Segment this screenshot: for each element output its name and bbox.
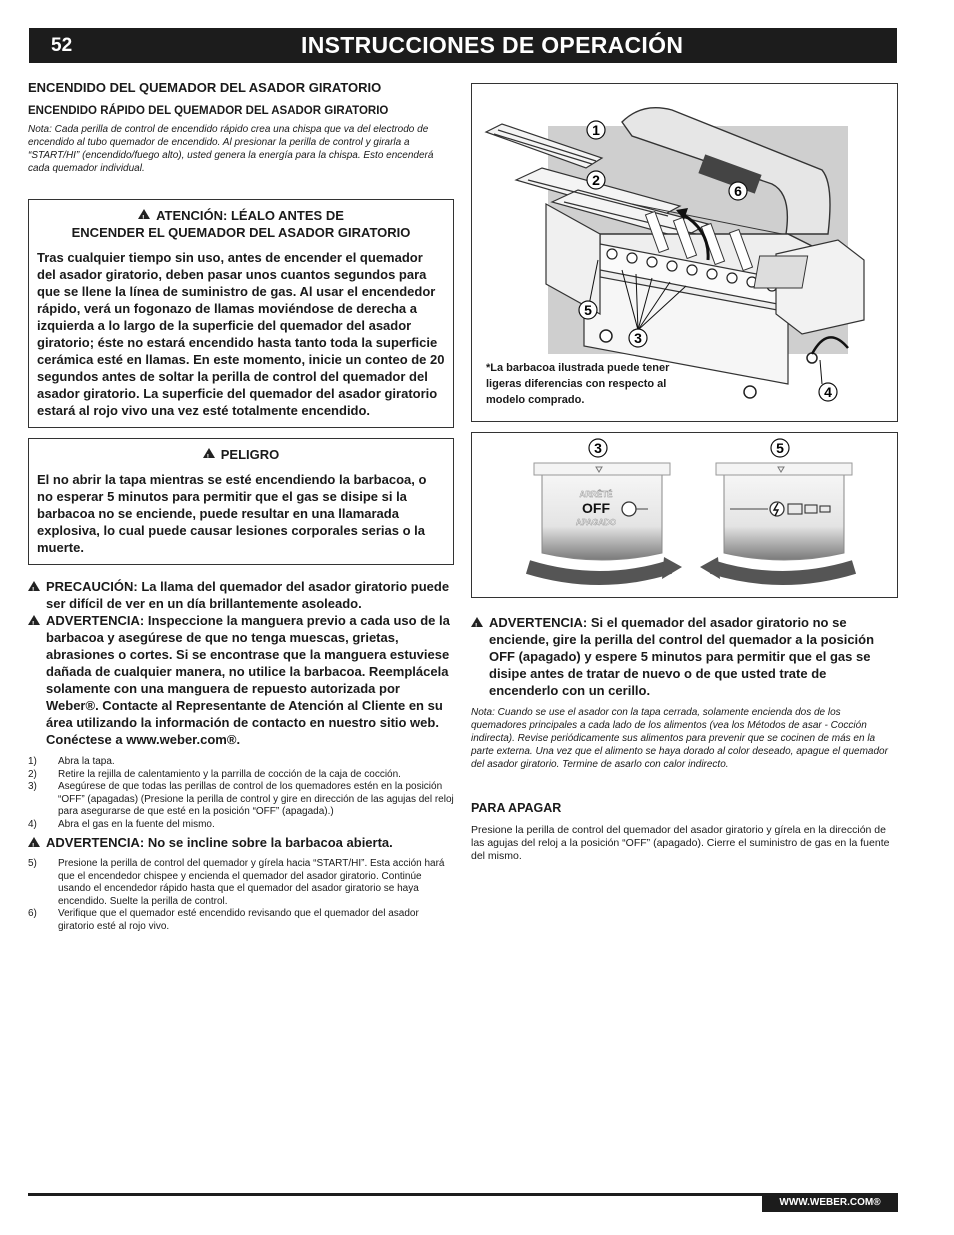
section-subheading: ENCENDIDO RÁPIDO DEL QUEMADOR DEL ASADOR GIRATORIO <box>28 105 389 117</box>
attention-title-line1: ATENCIÓN: LÉALO ANTES DE <box>156 208 344 223</box>
page-header <box>29 28 897 63</box>
list-item: 5) Presione la perilla de control del quemador y gírela hacia “START/HI”. Esta acción hará que el encendedor chispee y encienda el quemador del asador giratorio. Continúe usando el encendedor rápido hasta que el quemador del asador giratorio se haya encendido. Suelte la perilla de control. <box>28 858 445 907</box>
figure-caption: *La barbacoa ilustrada puede tener ligeras diferencias con respecto al modelo comprado. <box>486 362 670 406</box>
list-item: 6) Verifique que el quemador esté encendido revisando que el quemador del asador giratorio esté al rojo vivo. <box>28 908 419 932</box>
knob-figure <box>471 432 898 598</box>
left-column <box>28 80 454 933</box>
callout-3: 3 <box>594 440 602 456</box>
wheel <box>600 330 612 342</box>
off-instructions: Presione la perilla de control del quemador del asador giratorio y gírela en la dirección de las agujas del reloj a la posición “OFF” (apagado). Cierre el suministro de gas en la fuente del mismo. <box>471 824 890 862</box>
knob-off <box>528 439 682 579</box>
warning-triangle-icon <box>471 617 483 627</box>
attention-body: Tras cualquier tiempo sin uso, antes de encender el quemador del asador giratorio, deben pasar unos cuantos segundos para que se llene la línea de suministro de gas. Al usar el encendedor rápido, verá un fogonazo de llamas moviéndose de derecha a izquierda a lo largo de la superficie del quemador del asador giratorio; éste no estará encendido hasta tanto toda la superficie cerámica esté en llamas. En este momento, inicie un conteo de 20 segundos antes de soltar la perilla de control del quemador del asador giratorio. La superficie del quemador del asador giratorio estará al rojo vivo una vez esté totalmente encendido. <box>37 250 445 418</box>
warning-triangle-icon <box>28 615 40 625</box>
danger-box <box>28 438 454 565</box>
knob-label-arrete: ARRÊTÉ <box>579 490 613 499</box>
warning-triangle-icon <box>138 209 150 219</box>
warning-triangle-icon <box>28 837 40 847</box>
off-indicator-icon <box>622 502 636 516</box>
knob-start <box>700 439 854 579</box>
callout-3: 3 <box>634 330 642 346</box>
list-item: 4) Abra el gas en la fuente del mismo. <box>28 818 215 830</box>
wheel <box>807 353 817 363</box>
knob-label-off: OFF <box>582 500 610 516</box>
callout-5: 5 <box>584 302 592 318</box>
callout-4-line <box>820 360 822 384</box>
lean-warning-text: ! ADVERTENCIA: No se incline sobre la barbacoa abierta. <box>28 834 454 851</box>
knob-illustration <box>472 433 897 597</box>
attention-box <box>28 199 454 428</box>
attention-title-line2: ENCENDER EL QUEMADOR DEL ASADOR GIRATORIO <box>71 225 411 240</box>
page-title: INSTRUCCIONES DE OPERACIÓN <box>301 32 684 58</box>
off-heading: PARA APAGAR <box>471 801 562 815</box>
right-column <box>471 614 898 863</box>
hose-warning-text: ! ADVERTENCIA: Inspeccione la manguera previo a cada uso de la barbacoa y asegúrese de que no tenga muescas, grietas, abrasiones o cortes. Si se encontrase que la manguera estuviese dañada de cualquier manera, no utilice la barbacoa. Reemplácela solamente con una manguera de repuesto autorizada por Weber®. Contacte al Representante de Atención al Cliente en su área utilizando la información de contacto en nuestro sitio web. Conéctese a www.weber.com®. <box>28 612 454 748</box>
steps-list-a <box>28 756 454 831</box>
callout-5: 5 <box>776 440 784 456</box>
danger-body: El no abrir la tapa mientras se esté encendiendo la barbacoa, o no esperar 5 minutos para permitir que el gas se disipe si la barbacoa no se enciende, puede resultar en una llamarada explosiva, lo cual puede causar lesiones corporales serias o la muerte. <box>37 472 427 555</box>
danger-title: PELIGRO <box>220 447 280 462</box>
callout-4: 4 <box>824 384 832 400</box>
list-item: 2) Retire la rejilla de calentamiento y la parrilla de cocción de la caja de cocción. <box>28 768 401 780</box>
off-warning-text: ! ADVERTENCIA: Si el quemador del asador giratorio no se enciende, gire la perilla del control del quemador a la posición OFF (apagado) y espere 5 minutos para permitir que el gas se disipe antes de tratar de nuevo o de que usted trate de encenderlo con un cerillo. <box>471 614 898 699</box>
warning-triangle-icon <box>28 581 40 591</box>
caution-text: ! PRECAUCIÓN: La llama del quemador del asador giratorio puede ser difícil de ver en un día brillantemente asoleado. <box>28 578 454 612</box>
steps-list-b <box>28 858 454 933</box>
footer-url: WWW.WEBER.COM® <box>762 1193 898 1212</box>
counterclockwise-arrow-icon <box>712 567 854 578</box>
list-item: 3) Asegúrese de que todas las perillas de control de los quemadores estén en la posición “OFF” (apagadas) (Presione la perilla de control y gire en dirección de las agujas del reloj para asegurarse de que esté en la posición “OFF” (apagada).) <box>28 781 454 817</box>
knob-label-apagado: APAGADO <box>575 518 617 527</box>
list-item: 1) Abra la tapa. <box>28 756 115 767</box>
grill-figure <box>471 83 898 422</box>
callout-1: 1 <box>592 122 600 138</box>
clockwise-arrow-icon <box>528 567 670 578</box>
section-heading: ENCENDIDO DEL QUEMADOR DEL ASADOR GIRATORIO <box>28 80 382 95</box>
indirect-note: Nota: Cuando se use el asador con la tapa cerrada, solamente encienda dos de los quemadores principales a cada lado de los alimentos (vea los Métodos de asar - Cocción indirecta). Revise periódicamente sus alimentos para prevenir que se cocinen de más en la parte externa. Una vez que el alimento se haya dorado al color deseado, apague el quemador del asador giratorio. Termine de asarlo con calor indirecto. <box>471 707 888 770</box>
warning-triangle-icon <box>203 448 215 458</box>
page-number: 52 <box>51 35 73 56</box>
wheel <box>744 386 756 398</box>
ignition-note: Nota: Cada perilla de control de encendido rápido crea una chispa que va del electrodo de encendido al tubo quemador de encendido. Al presionar la perilla de control y girarla a “START/HI” (encendido/fuego alto), usted genera la energía para la chispa. Esto encenderá cada quemador individual. <box>28 124 434 174</box>
callout-6: 6 <box>734 183 742 199</box>
callout-2: 2 <box>592 172 600 188</box>
